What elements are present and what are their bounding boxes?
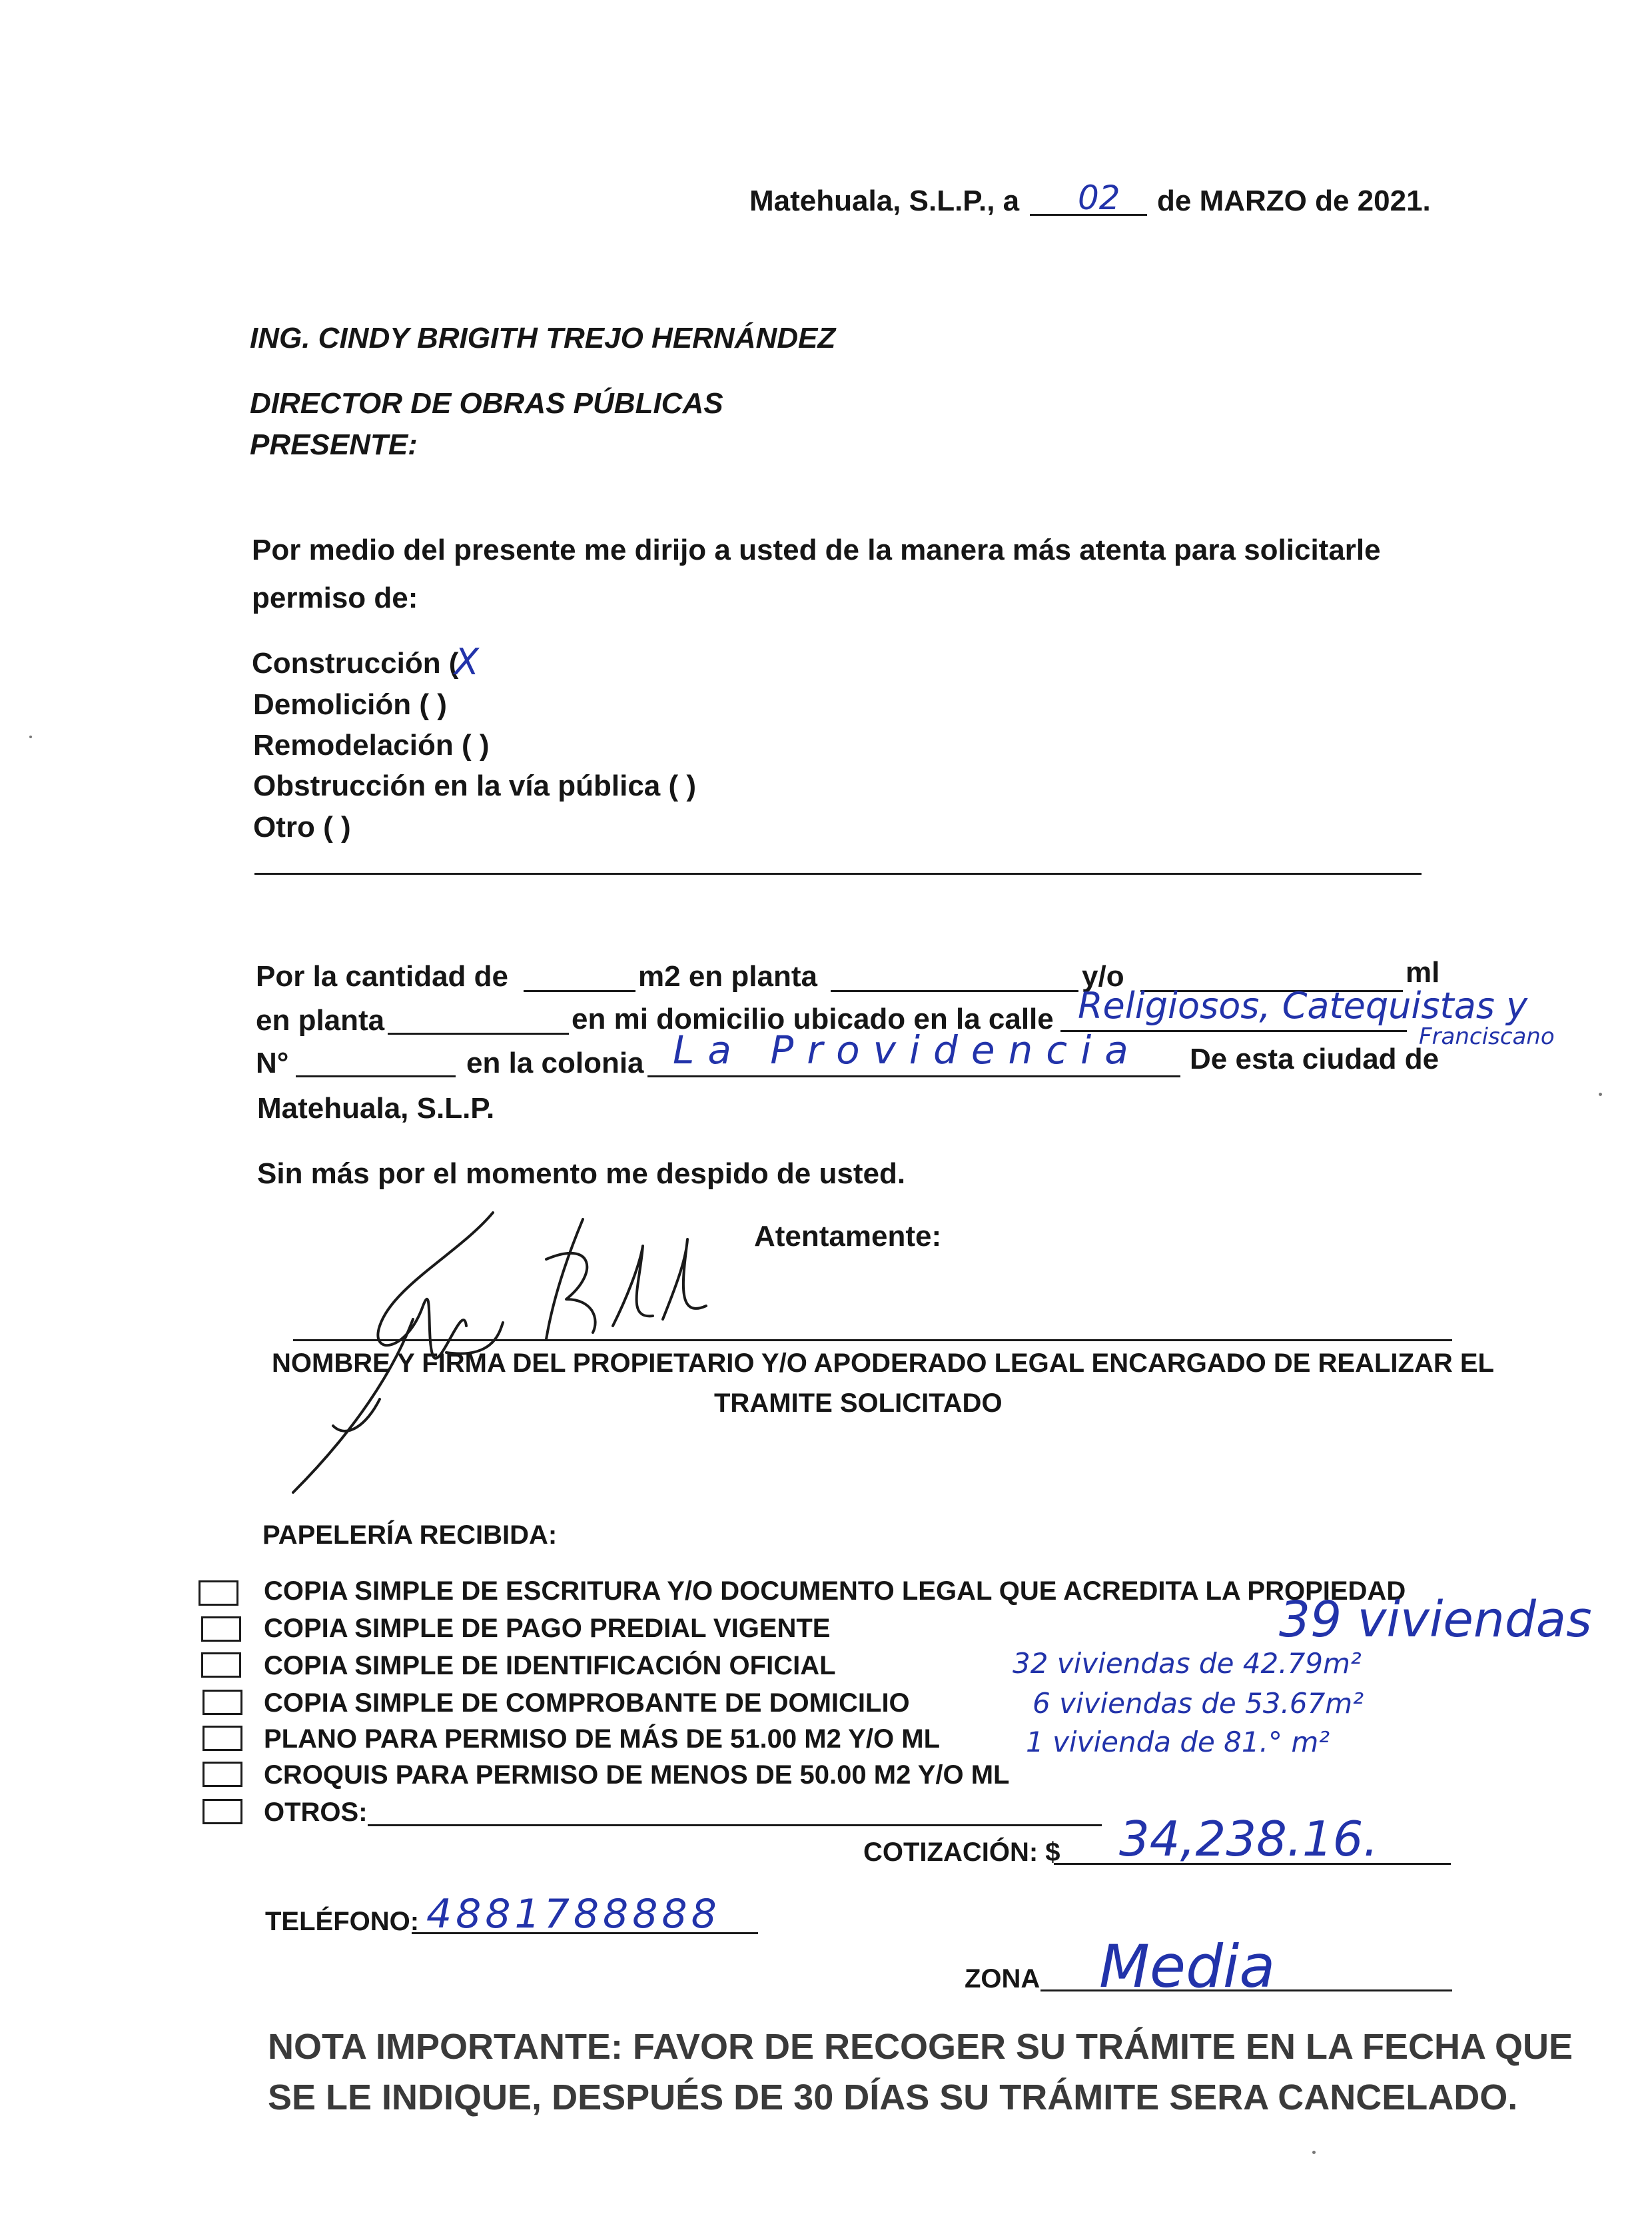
note-line-2: 6 viviendas de 53.67m² (1032, 1687, 1364, 1720)
scan-speck (1312, 2151, 1316, 2154)
checkbox-escritura[interactable] (199, 1580, 238, 1606)
date-month-year: de MARZO de 2021. (1157, 185, 1431, 217)
qty-calle-handwritten-2: Franciscano (1419, 1023, 1555, 1050)
papeleria-item-plano: PLANO PARA PERMISO DE MÁS DE 51.00 M2 Y/O ML (264, 1724, 940, 1754)
signature-caption-2: TRAMITE SOLICITADO (714, 1389, 1003, 1418)
farewell-text: Sin más por el momento me despido de usted. (257, 1157, 906, 1190)
atentamente-text: Atentamente: (754, 1220, 942, 1253)
scan-speck (29, 736, 32, 738)
cotizacion-value-handwritten: 34,238.16. (1119, 1811, 1379, 1867)
option-obstruccion: Obstrucción en la vía pública ( ) (253, 770, 697, 802)
nota-line-2: SE LE INDIQUE, DESPUÉS DE 30 DÍAS SU TRÁMITE SERA CANCELADO. (268, 2077, 1518, 2117)
qty-label-en-planta: en planta (256, 1004, 385, 1037)
qty-label-ciudad: De esta ciudad de (1190, 1043, 1440, 1075)
cotizacion-label: COTIZACIÓN: $ (863, 1838, 1060, 1867)
papeleria-item-domicilio: COPIA SIMPLE DE COMPROBANTE DE DOMICILIO (264, 1688, 910, 1718)
checkbox-predial[interactable] (201, 1616, 241, 1642)
qty-calle-handwritten: Religiosos, Catequistas y (1078, 985, 1528, 1027)
recipient-position: DIRECTOR DE OBRAS PÚBLICAS (250, 387, 723, 420)
zona-value-handwritten: Media (1099, 1932, 1276, 2001)
option-demolicion: Demolición ( ) (253, 688, 447, 721)
intro-line-2: permiso de: (252, 582, 418, 614)
telefono-value-handwritten: 4881788888 (426, 1891, 721, 1938)
zona-label: ZONA (965, 1964, 1040, 1993)
checkbox-otros[interactable] (203, 1799, 242, 1824)
papeleria-item-otros: OTROS: (264, 1798, 368, 1827)
telefono-label: TELÉFONO: (265, 1907, 420, 1936)
note-line-3: 1 vivienda de 81.° m² (1026, 1726, 1330, 1758)
checkbox-identificacion[interactable] (201, 1652, 241, 1678)
qty-label-ml: ml (1406, 956, 1440, 989)
qty-planta-underline (831, 990, 1078, 992)
scan-speck (1599, 1093, 1602, 1096)
qty-label-numero: N° (256, 1047, 289, 1079)
qty-m2-underline (524, 990, 635, 992)
qty-numero-underline (296, 1075, 456, 1077)
qty-colonia-underline (647, 1075, 1180, 1077)
signature-line (293, 1339, 1452, 1341)
qty-label-domicilio: en mi domicilio ubicado en la calle (572, 1003, 1054, 1035)
qty-label-yo: y/o (1082, 960, 1124, 993)
otro-underline (254, 873, 1422, 875)
qty-label-cantidad: Por la cantidad de (256, 960, 508, 993)
checkbox-plano[interactable] (203, 1726, 242, 1751)
papeleria-item-croquis: CROQUIS PARA PERMISO DE MENOS DE 50.00 M2 Y/O ML (264, 1760, 1010, 1790)
recipient-greeting: PRESENTE: (250, 428, 418, 461)
nota-line-1: NOTA IMPORTANTE: FAVOR DE RECOGER SU TRÁMITE EN LA FECHA QUE (268, 2027, 1573, 2067)
qty-city: Matehuala, S.L.P. (257, 1092, 495, 1125)
date-place: Matehuala, S.L.P., a (749, 185, 1020, 217)
note-line-1: 32 viviendas de 42.79m² (1013, 1647, 1362, 1680)
option-construccion-mark: X (454, 641, 479, 683)
day-handwritten: 02 (1078, 179, 1120, 217)
signature-caption-1: NOMBRE Y FIRMA DEL PROPIETARIO Y/O APODERADO LEGAL ENCARGADO DE REALIZAR EL (272, 1349, 1494, 1378)
note-total-viviendas: 39 viviendas (1279, 1591, 1592, 1648)
otros-underline (368, 1824, 1102, 1826)
option-construccion: Construcción ( (252, 647, 459, 680)
qty-en-planta-underline (388, 1033, 569, 1035)
option-otro: Otro ( ) (253, 811, 351, 843)
recipient-name: ING. CINDY BRIGITH TREJO HERNÁNDEZ (250, 322, 836, 354)
qty-colonia-handwritten: La Providencia (673, 1027, 1142, 1073)
papeleria-item-escritura: COPIA SIMPLE DE ESCRITURA Y/O DOCUMENTO LEGAL QUE ACREDITA LA PROPIEDAD (264, 1576, 1406, 1606)
papeleria-item-identificacion: COPIA SIMPLE DE IDENTIFICACIÓN OFICIAL (264, 1651, 836, 1680)
papeleria-title: PAPELERÍA RECIBIDA: (262, 1520, 558, 1550)
option-remodelacion: Remodelación ( ) (253, 729, 490, 762)
intro-line-1: Por medio del presente me dirijo a usted de la manera más atenta para solicitarle (252, 534, 1381, 566)
papeleria-item-predial: COPIA SIMPLE DE PAGO PREDIAL VIGENTE (264, 1614, 831, 1643)
qty-label-colonia: en la colonia (466, 1047, 644, 1079)
qty-label-m2: m2 en planta (638, 960, 817, 993)
checkbox-domicilio[interactable] (203, 1690, 242, 1715)
checkbox-croquis[interactable] (203, 1762, 242, 1787)
